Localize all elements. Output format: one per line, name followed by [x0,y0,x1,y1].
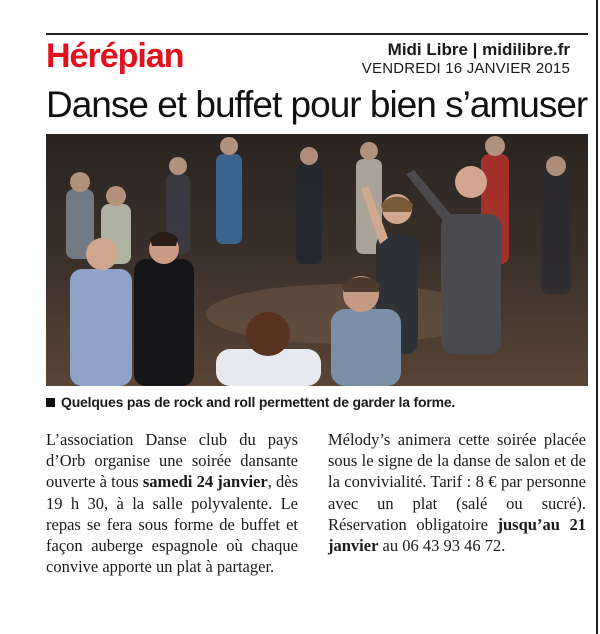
dancers-photo [46,134,588,386]
header-rule [46,33,588,35]
masthead: Midi Libre | midilibre.fr VENDREDI 16 JANVIER 2015 [361,40,570,77]
town-name: Hérépian [46,37,184,75]
paragraph: L’association Danse club du pays d’Orb organise une soirée dansante ouverte à tous samedi 24 janvier, dès 19 h 30, à la salle polyvalente. Le repas se fera sous forme de buffet et façon auberge espagnole où chaque convive apporte un plat à partager. [46,430,298,577]
publication-date: VENDREDI 16 JANVIER 2015 [361,60,570,77]
article-column-left [46,429,298,577]
photo-caption [46,393,455,411]
event-date: samedi 24 janvier [142,472,268,492]
article-column-right [328,429,586,556]
article-photo [46,134,588,386]
reservation-deadline: jusqu’au 21 janvier [328,514,586,556]
publication-name: Midi Libre [387,40,468,59]
paragraph: Mélody’s animera cette soirée placée sous le signe de la danse de salon et de la convivialité. Tarif : 8 € par personne avec un plat (salé ou sucré). Réservation obligatoire jusqu’au 21 janvier au 06 43 93 46 72. [328,430,586,556]
caption-text: Quelques pas de rock and roll permettent de garder la forme. [61,394,456,410]
caption-bullet-icon [46,398,55,407]
page-border [596,0,598,634]
website: midilibre.fr [482,40,570,59]
headline: Danse et buffet pour bien s’amuser [46,84,588,125]
